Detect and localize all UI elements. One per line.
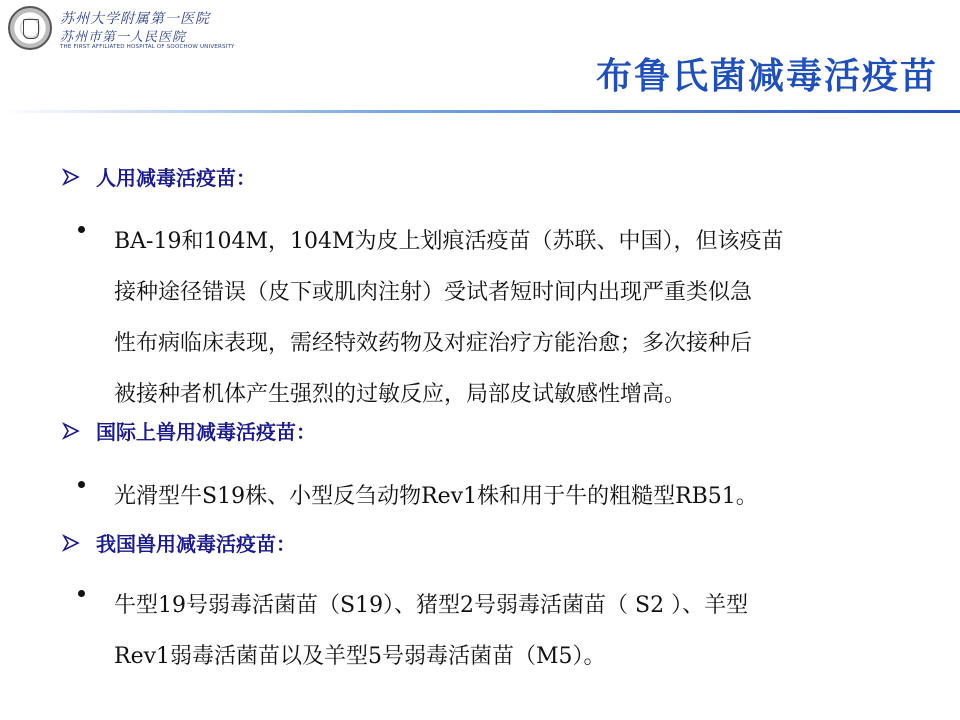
logo-line2: 苏州市第一人民医院 <box>60 30 187 45</box>
text-line: BA-19和104M，104M为皮上划痕活疫苗（苏联、中国），但该疫苗 <box>114 229 784 254</box>
section-heading-international-veterinary <box>62 416 316 445</box>
text-line: 被接种者机体产生强烈的过敏反应，局部皮试敏感性增高。 <box>114 382 687 407</box>
section-heading-label: 我国兽用减毒活疫苗： <box>96 532 296 556</box>
arrowhead-icon <box>62 168 80 186</box>
arrowhead-icon <box>62 422 80 440</box>
logo-line1: 苏州大学附属第一医院 <box>60 11 210 27</box>
list-item-text <box>114 580 748 682</box>
section-heading-label: 国际上兽用减毒活疫苗： <box>96 420 316 444</box>
list-item-text <box>114 471 758 522</box>
logo-subtitle: THE FIRST AFFILIATED HOSPITAL OF SOOCHOW UNIVERSITY <box>60 44 235 50</box>
text-line: 光滑型牛S19株、小型反刍动物Rev1株和用于牛的粗糙型RB51。 <box>114 484 758 509</box>
slide-title: 布鲁氏菌减毒活疫苗 <box>595 55 938 97</box>
text-line: 性布病临床表现，需经特效药物及对症治疗方能治愈；多次接种后 <box>114 331 753 356</box>
bullet-dot-icon <box>78 226 85 233</box>
list-item-text <box>114 216 784 420</box>
bullet-dot-icon <box>78 590 85 597</box>
bullet-dot-icon <box>78 481 85 488</box>
text-line: 接种途径错误（皮下或肌肉注射）受试者短时间内出现严重类似急 <box>114 280 753 305</box>
section-heading-human <box>62 162 256 191</box>
text-line: 牛型19号弱毒活菌苗（S19）、猪型2号弱毒活菌苗（ S2 ）、羊型 <box>114 593 749 618</box>
section-heading-label: 人用减毒活疫苗： <box>96 166 256 190</box>
arrowhead-icon <box>62 534 80 552</box>
text-line: Rev1弱毒活菌苗以及羊型5号弱毒活菌苗（M5）。 <box>114 644 606 669</box>
section-heading-china-veterinary <box>62 528 296 557</box>
